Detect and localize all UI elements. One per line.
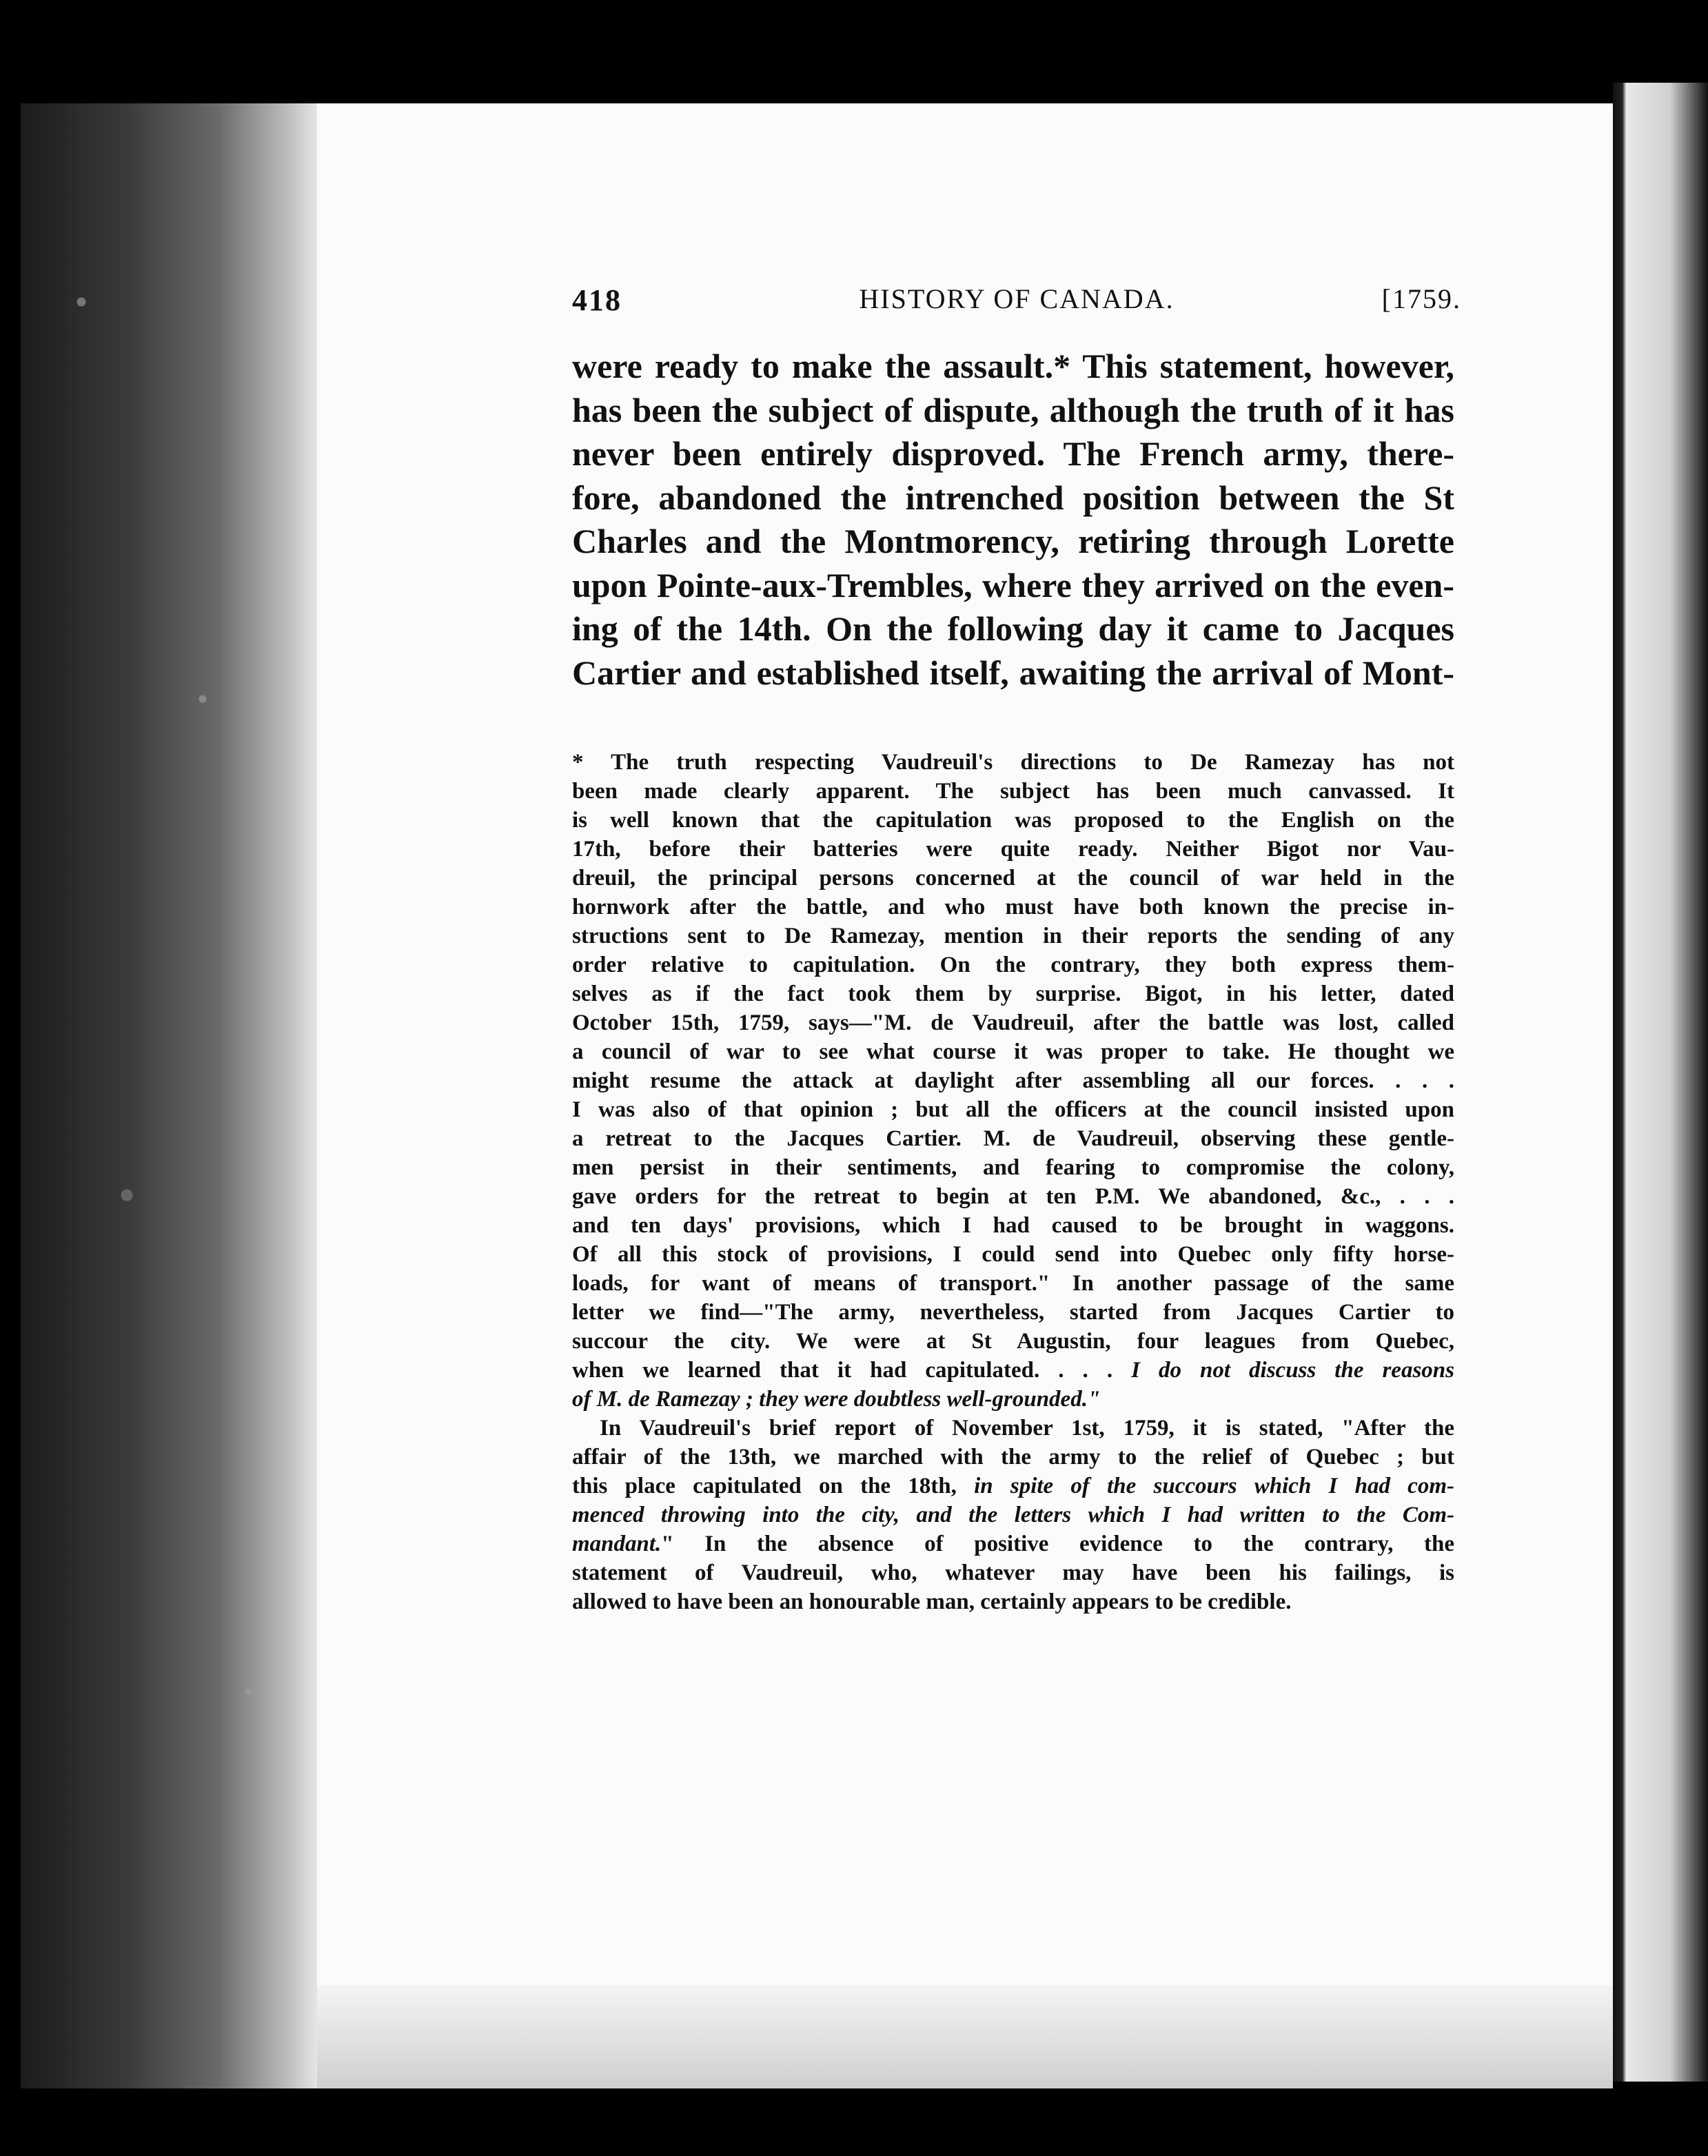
footnote-line: dreuil, the principal persons concerned at the council of war held in the — [572, 866, 1454, 891]
footnote-line — [572, 1472, 1454, 1501]
footnote-line: Of all this stock of provisions, I could send into Quebec only fifty horse- — [572, 1242, 1454, 1267]
footnote-line: order relative to capitulation. On the contrary, they both express them- — [572, 953, 1454, 977]
footnote-italic-quote: in spite of the succours which I had com- — [974, 1474, 1454, 1498]
footnote-italic-line: menced throwing into the city, and the letters which I had written to the Com- — [572, 1503, 1454, 1527]
footnote-line: structions sent to De Ramezay, mention in their reports the sending of any — [572, 924, 1454, 948]
footnote-text: when we learned that it had capitulated. . . . — [572, 1358, 1132, 1383]
footnote-line: affair of the 13th, we marched with the army to the relief of Quebec ; but — [572, 1445, 1454, 1469]
footnote-paragraph-start: In Vaudreuil's brief report of November 1st, 1759, it is stated, "After the — [600, 1416, 1454, 1441]
footnote-line: been made clearly apparent. The subject has been much canvassed. It — [572, 779, 1454, 804]
footnote-italic-line: of M. de Ramezay ; they were doubtless well-grounded." — [572, 1387, 1101, 1412]
footnote-line: allowed to have been an honourable man, certainly appears to be credible. — [572, 1589, 1292, 1614]
footnote-line: * The truth respecting Vaudreuil's directions to De Ramezay has not — [572, 750, 1454, 775]
footnote-line — [572, 1529, 1454, 1558]
footnote-line: I was also of that opinion ; but all the officers at the council insisted upon — [572, 1097, 1454, 1122]
footnote-italic-quote: I do not discuss the reasons — [1131, 1358, 1454, 1383]
footnote-italic-word: mandant. — [572, 1532, 662, 1556]
footnote-line: men persist in their sentiments, and fearing to compromise the colony, — [572, 1155, 1454, 1180]
footnote-line — [572, 1356, 1454, 1385]
footnote-line: gave orders for the retreat to begin at ten P.M. We abandoned, &c., . . . — [572, 1184, 1454, 1209]
footnote-line: October 15th, 1759, says—"M. de Vaudreuil, after the battle was lost, called — [572, 1010, 1454, 1035]
body-line: fore, abandoned the intrenched position between the St — [572, 478, 1454, 517]
main-body-text — [572, 345, 1454, 695]
footnote-line: a council of war to see what course it was proper to take. He thought we — [572, 1039, 1454, 1064]
page-number: 418 — [572, 283, 622, 317]
footnote-line: 17th, before their batteries were quite ready. Neither Bigot nor Vau- — [572, 837, 1454, 862]
running-header — [572, 283, 1461, 324]
running-title: HISTORY OF CANADA. — [859, 283, 1175, 314]
footnote-line: a retreat to the Jacques Cartier. M. de Vaudreuil, observing these gentle- — [572, 1126, 1454, 1151]
footnote — [572, 748, 1454, 1616]
footnote-line: succour the city. We were at St Augustin, four leagues from Quebec, — [572, 1329, 1454, 1354]
footnote-line: selves as if the fact took them by surprise. Bigot, in his letter, dated — [572, 982, 1454, 1006]
body-line: Cartier and established itself, awaiting the arrival of Mont- — [572, 653, 1454, 692]
footnote-line: letter we find—"The army, nevertheless, started from Jacques Cartier to — [572, 1300, 1454, 1325]
footnote-text: this place capitulated on the 18th, — [572, 1474, 975, 1498]
header-year: [1759. — [1381, 283, 1461, 314]
body-line: were ready to make the assault.* This statement, however, — [572, 347, 1454, 385]
body-line: has been the subject of dispute, although the truth of it has — [572, 390, 1454, 429]
footnote-line: is well known that the capitulation was proposed to the English on the — [572, 808, 1454, 833]
adjacent-page-edge-left — [21, 103, 324, 2088]
body-line: upon Pointe-aux-Trembles, where they arrived on the even- — [572, 565, 1454, 604]
body-line: Charles and the Montmorency, retiring through Lorette — [572, 522, 1454, 560]
footnote-line: statement of Vaudreuil, who, whatever may have been his failings, is — [572, 1560, 1454, 1585]
footnote-text: " In the absence of positive evidence to the contrary, the — [661, 1532, 1454, 1556]
footnote-line: might resume the attack at daylight after assembling all our forces. . . . — [572, 1068, 1454, 1093]
footnote-line: and ten days' provisions, which I had caused to be brought in waggons. — [572, 1213, 1454, 1238]
footnote-line: loads, for want of means of transport." In another passage of the same — [572, 1271, 1454, 1296]
footnote-line: hornwork after the battle, and who must have both known the precise in- — [572, 895, 1454, 919]
page-bottom-margin — [317, 1985, 1613, 2088]
body-line: never been entirely disproved. The French army, there- — [572, 434, 1454, 473]
adjacent-page-edge-right — [1613, 83, 1708, 2082]
body-line: ing of the 14th. On the following day it came to Jacques — [572, 609, 1454, 648]
